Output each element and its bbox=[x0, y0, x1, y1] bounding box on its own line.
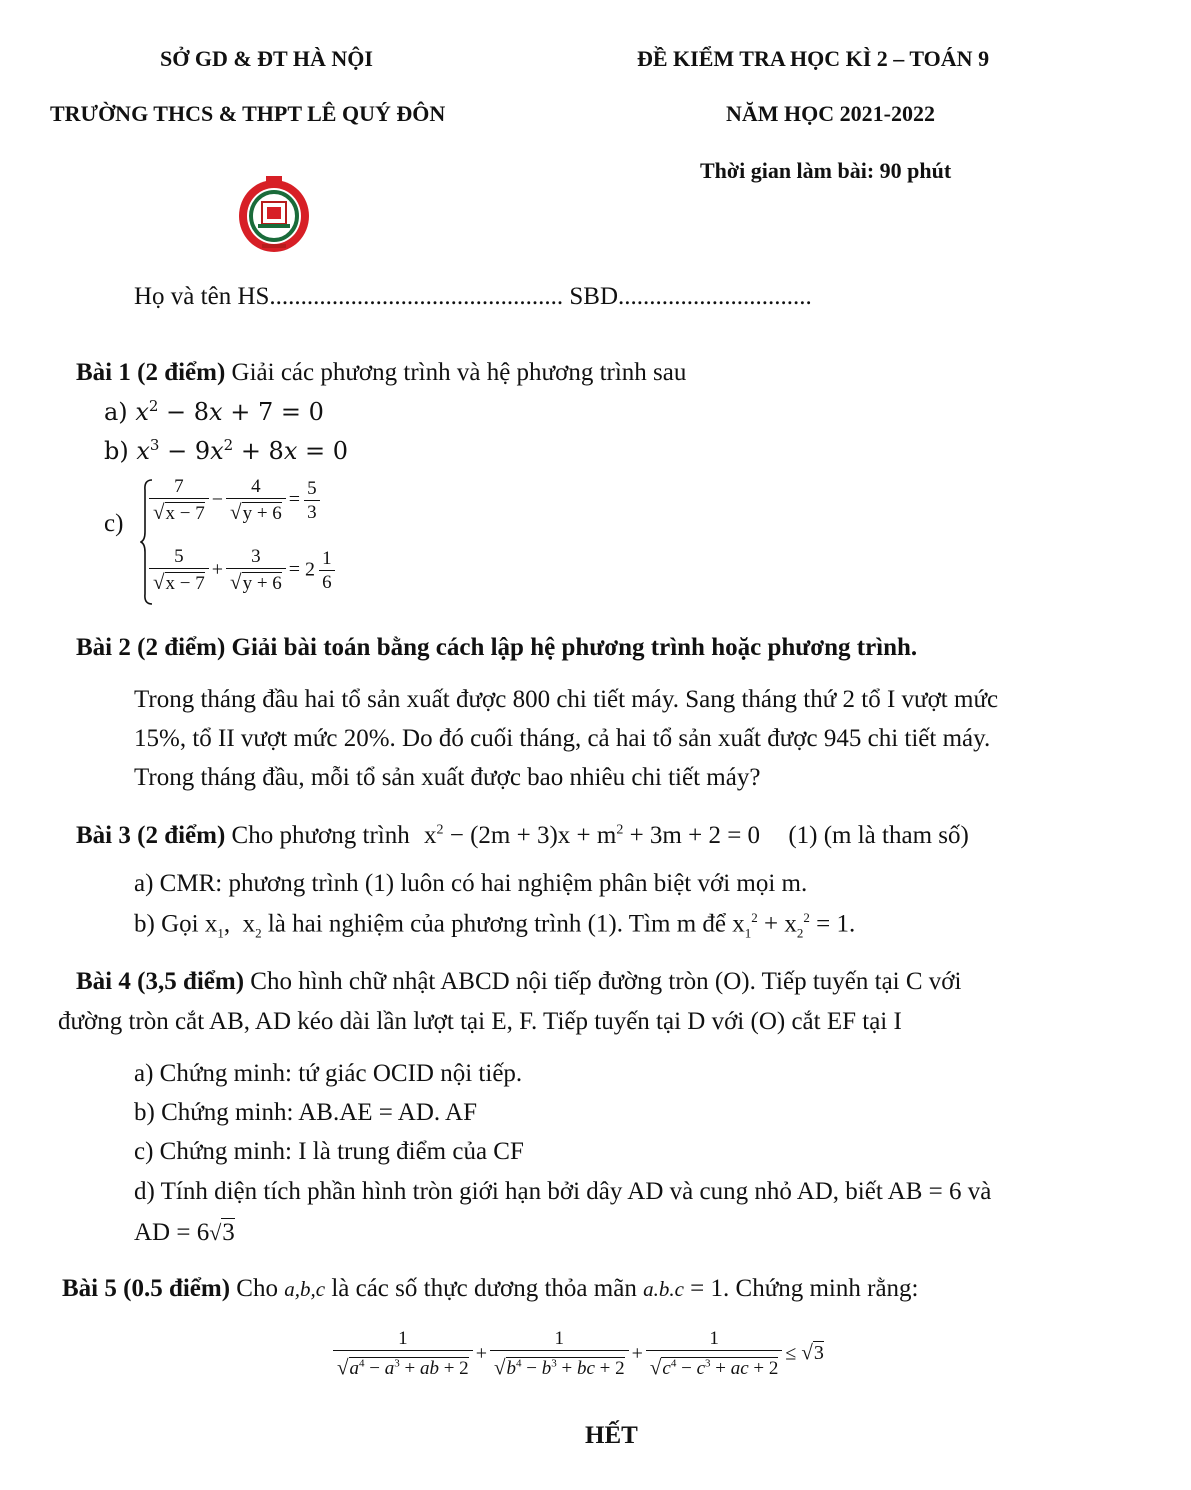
student-name-field: ............................................... bbox=[269, 283, 564, 310]
bai4-part-c: c) Chứng minh: I là trung điểm của CF bbox=[134, 1138, 524, 1165]
bai1-equation-a: a) $x^2 - 8x + 7 = 0$ bbox=[104, 397, 324, 426]
bai3-part-b: b) Gọi $x_1$, $x_2$ là hai nghiệm của phương trình (1). Tìm m để $x_1^2 + x_2^2 = 1$. bbox=[134, 910, 856, 941]
bai1-system-label: c) bbox=[104, 510, 124, 537]
bai3-part-a: a) CMR: phương trình (1) luôn có hai nghiệm phân biệt với mọi m. bbox=[134, 870, 808, 897]
sbd-field: ............................... bbox=[618, 283, 812, 310]
bai2-heading: Bài 2 (2 điểm) Giải bài toán bằng cách lập hệ phương trình hoặc phương trình. bbox=[76, 634, 918, 661]
bai4-heading: Bài 4 (3,5 điểm) Cho hình chữ nhật ABCD nội tiếp đường tròn (O). Tiếp tuyến tại C với bbox=[76, 968, 962, 995]
bai2-line-2: 15%, tổ II vượt mức 20%. Do đó cuối tháng, cả hai tổ sản xuất được 945 chi tiết máy. bbox=[134, 725, 991, 752]
student-name-label: Họ và tên HS bbox=[134, 283, 270, 310]
student-info-line bbox=[134, 283, 812, 311]
bai1-heading: Bài 1 (2 điểm) Giải các phương trình và hệ phương trình sau bbox=[76, 359, 687, 386]
sbd-label: SBD bbox=[569, 283, 619, 310]
bai4-part-a: a) Chứng minh: tứ giác OCID nội tiếp. bbox=[134, 1060, 523, 1087]
school-logo-emblem bbox=[236, 172, 312, 256]
bai3-equation: $x^2 - (2m + 3)x + m^2 + 3m + 2 = 0$ bbox=[423, 822, 761, 849]
bai4-part-d: d) Tính diện tích phần hình tròn giới hạn bởi dây AD và cung nhỏ AD, biết AB = 6 và bbox=[134, 1178, 992, 1205]
exam-title: ĐỀ KIỂM TRA HỌC KÌ 2 – TOÁN 9 bbox=[637, 46, 990, 71]
bai3-heading: Bài 3 (2 điểm) Cho phương trình $x^2 - (2m + 3)x + m^2 + 3m + 2 = 0$ (1) (m là tham số) bbox=[76, 822, 969, 849]
department-name: SỞ GD & ĐT HÀ NỘI bbox=[160, 46, 373, 71]
bai4-part-d-cont: AD = 6√3 bbox=[134, 1219, 235, 1246]
bai2-line-1: Trong tháng đầu hai tổ sản xuất được 800 chi tiết máy. Sang tháng thứ 2 tổ I vượt mức bbox=[134, 686, 999, 713]
system-equation-1: $\frac{7}{√x - 7}$ − $\frac{4}{√y + 6}$ = $\frac{5}{3}$ bbox=[146, 476, 324, 526]
bai4-line-2: đường tròn cắt AB, AD kéo dài lần lượt tại E, F. Tiếp tuyến tại D với (O) cắt EF tại I bbox=[58, 1008, 902, 1035]
bai5-inequality: $\frac{1}{√a^4 - a^3 + ab + 2}$ + $\frac{1}{√b^4 - b^3 + bc + 2}$ + $\frac{1}{√c^4 - c^3 + ac + 2}$ ≤ √3 bbox=[330, 1328, 824, 1381]
system-equation-2: $\frac{5}{√x - 7}$ + $\frac{3}{√y + 6}$ = 2 $\frac{1}{6}$ bbox=[146, 546, 339, 596]
bai4-part-b: b) Chứng minh: AB.AE = AD. AF bbox=[134, 1099, 477, 1126]
end-marker: HẾT bbox=[585, 1422, 638, 1449]
school-year: NĂM HỌC 2021-2022 bbox=[726, 101, 935, 126]
bai5-heading: Bài 5 (0.5 điểm) Cho a,b,c là các số thực dương thỏa mãn a.b.c = 1. Chứng minh rằng: bbox=[62, 1275, 919, 1302]
school-name: TRƯỜNG THCS & THPT LÊ QUÝ ĐÔN bbox=[50, 101, 446, 126]
bai1-equation-b: b) $x^3 - 9x^2 + 8x = 0$ bbox=[104, 436, 349, 465]
exam-duration: Thời gian làm bài: 90 phút bbox=[700, 158, 952, 183]
bai2-line-3: Trong tháng đầu, mỗi tổ sản xuất được bao nhiêu chi tiết máy? bbox=[134, 764, 761, 791]
